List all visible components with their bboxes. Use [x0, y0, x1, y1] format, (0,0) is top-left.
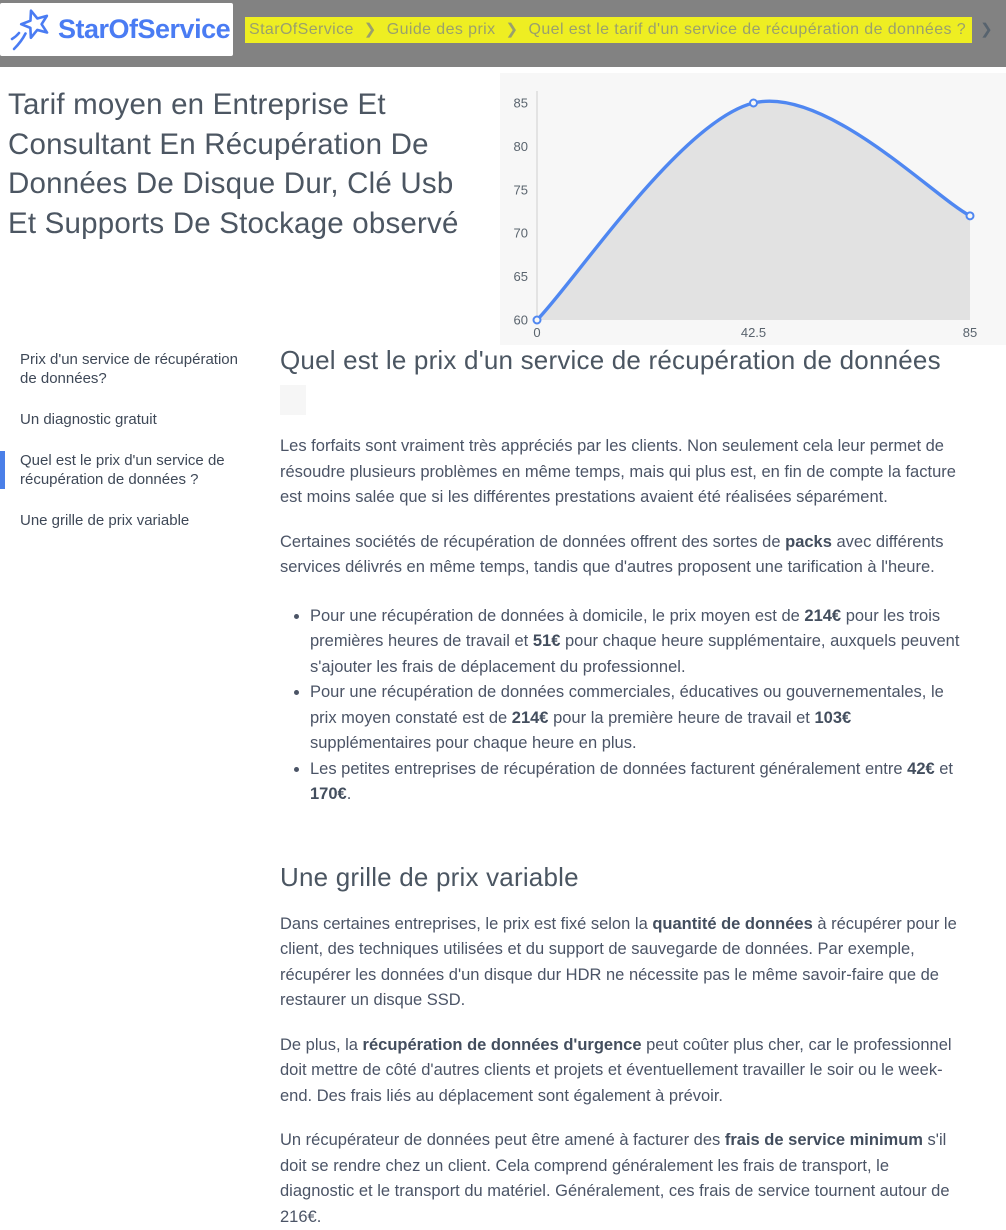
list-item: • Pour une récupération de données à domicile, le prix moyen est de 214€ pour les trois premières heures de travail et 51€ pour chaque heure supplémentaire, auxquels peuvent s'ajouter les frais de déplacement du professionnel. [310, 604, 966, 681]
svg-text:65: 65 [513, 269, 528, 285]
pricing-list [280, 604, 966, 808]
svg-text:75: 75 [513, 182, 528, 198]
paragraph: Certaines sociétés de récupération de données offrent des sortes de packs avec différents services délivrés en même temps, tandis que d'autres proposent une tarification à l'heure. [280, 532, 944, 576]
breadcrumb-highlight [245, 17, 972, 43]
chevron-right-icon: ❯ [363, 21, 377, 38]
sidebar-item-prix-service[interactable]: Prix d'un service de récupération de données? [20, 351, 238, 387]
list-item: • Les petites entreprises de récupération de données facturent généralement entre 42€ et 170€. [310, 757, 966, 808]
sidebar-item-grille-prix[interactable]: Une grille de prix variable [20, 512, 190, 529]
list-item: • Pour une récupération de données commerciales, éducatives ou gouvernementales, le prix moyen constaté est de 214€ pour la première heure de travail et 103€ supplémentaires pour chaque heure en plus. [310, 680, 966, 757]
area-chart-svg [500, 73, 1006, 345]
breadcrumb-link-current[interactable]: Quel est le tarif d'un service de récupération de données ? [528, 21, 967, 38]
price-chart [500, 73, 1006, 345]
svg-text:80: 80 [513, 138, 528, 154]
sidebar-toc [0, 350, 252, 552]
paragraph: Les forfaits sont vraiment très appréciés par les clients. Non seulement cela leur permet de résoudre plusieurs problèmes en même temps, mais qui plus est, en fin de compte la facture est moins salée que si les différentes prestations avaient été réalisées séparément. [280, 437, 956, 506]
svg-text:70: 70 [513, 225, 528, 241]
chevron-right-icon: ❯ [980, 21, 994, 38]
page-title: Tarif moyen en Entreprise Et Consultant En Récupération De Données De Disque Dur, Clé Usb Et Supports De Stockage observé [8, 88, 459, 240]
header [0, 0, 1006, 67]
paragraph: De plus, la récupération de données d'urgence peut coûter plus cher, car le professionnel doit mettre de côté d'autres clients et projets et éventuellement travailler le soir ou le week-end. Des frais liés au déplacement sont également à prévoir. [280, 1035, 952, 1105]
heading-anchor-box [280, 385, 306, 415]
svg-text:42.5: 42.5 [740, 325, 767, 340]
svg-text:60: 60 [513, 312, 528, 328]
svg-text:85: 85 [513, 95, 528, 111]
logo-text: StarOfService [58, 14, 231, 44]
breadcrumb-link-home[interactable]: StarOfService [249, 21, 354, 38]
svg-text:85: 85 [962, 325, 978, 340]
breadcrumb-link-guide[interactable]: Guide des prix [386, 21, 496, 38]
article-content [280, 344, 966, 1230]
shooting-star-icon [8, 7, 54, 53]
chevron-right-icon: ❯ [505, 21, 519, 38]
section-heading-grille-prix: Une grille de prix variable [280, 861, 579, 892]
paragraph: Un récupérateur de données peut être amené à facturer des frais de service minimum s'il doit se rendre chez un client. Cela comprend généralement les frais de transport, le diagnostic et le transport du matériel. Généralement, ces frais de service tournent autour de 216€. [280, 1131, 950, 1226]
section-heading-prix-service: Quel est le prix d'un service de récupération de données [280, 345, 941, 375]
breadcrumb [245, 20, 993, 39]
logo[interactable] [0, 3, 233, 56]
sidebar-item-prix-recuperation[interactable]: Quel est le prix d'un service de récupération de données ? [0, 451, 252, 489]
paragraph: Dans certaines entreprises, le prix est fixé selon la quantité de données à récupérer pour le client, des techniques utilisées et du support de sauvegarde de données. Par exemple, récupérer les données d'un disque dur HDR ne nécessite pas le même savoir-faire que de restaurer un disque SSD. [280, 914, 957, 1009]
sidebar-item-diagnostic-gratuit[interactable]: Un diagnostic gratuit [20, 411, 157, 428]
svg-text:0: 0 [533, 325, 541, 340]
